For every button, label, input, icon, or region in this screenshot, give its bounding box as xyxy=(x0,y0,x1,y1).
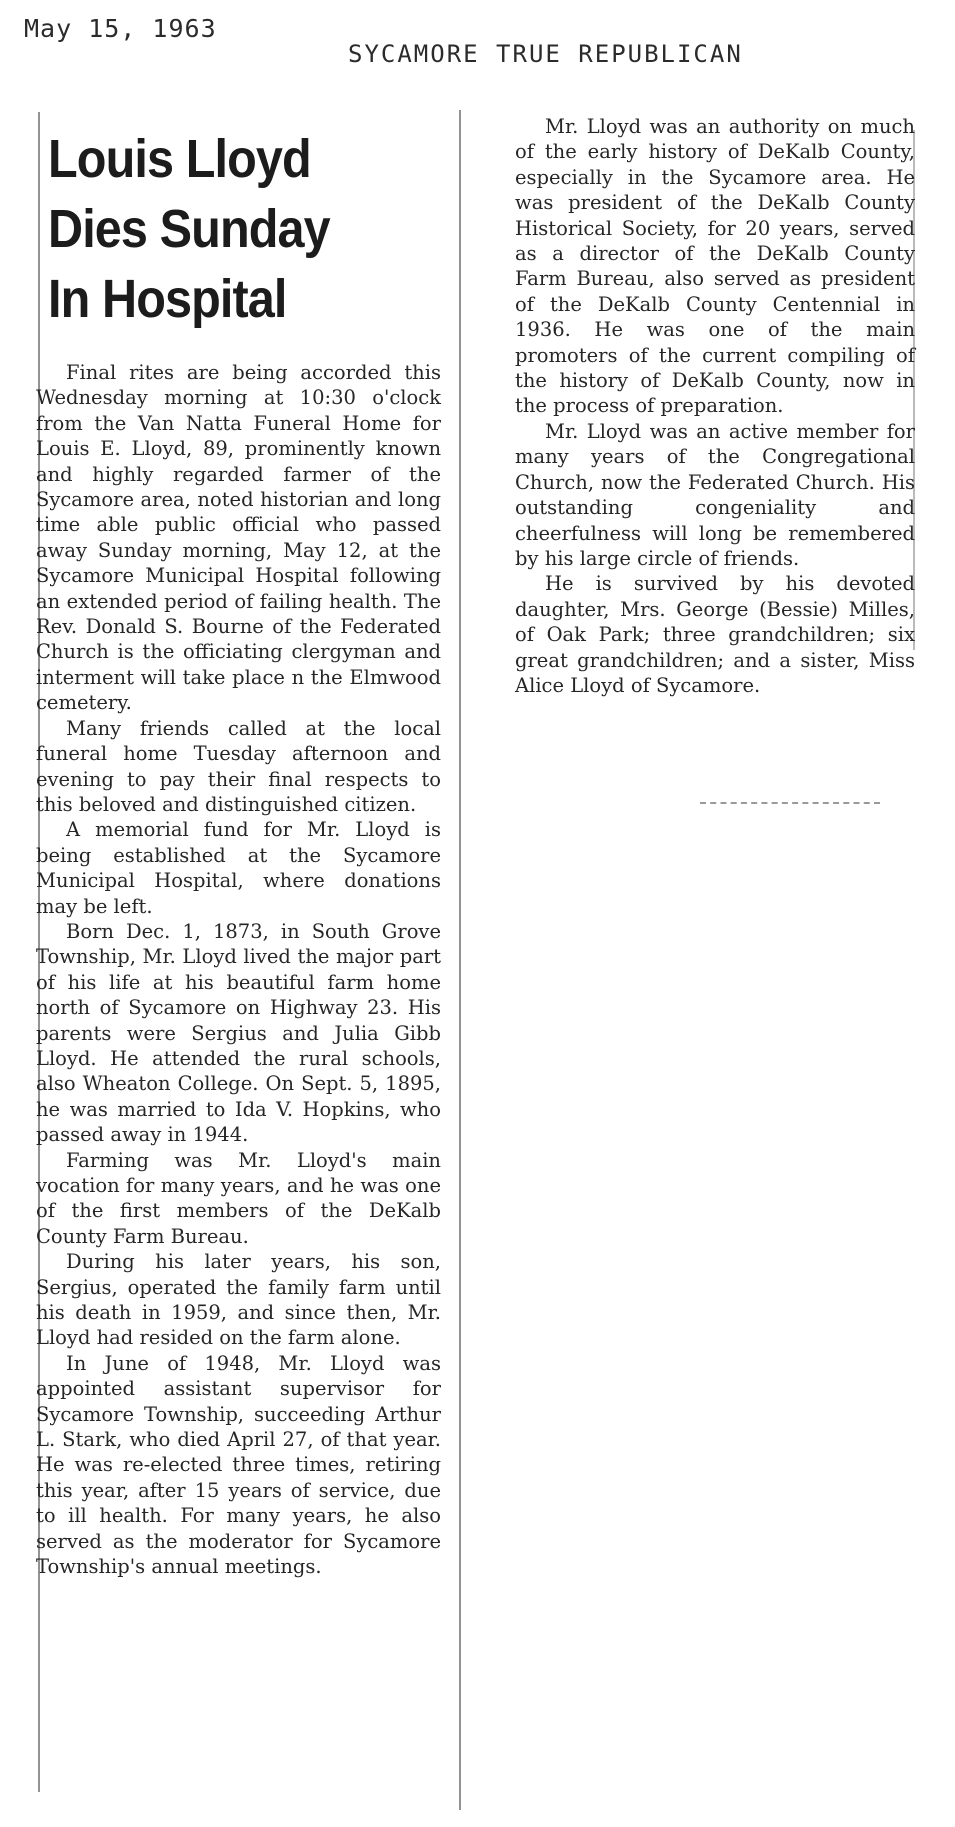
article-paragraph: He is survived by his devoted daughter, Mrs. George (Bessie) Milles, of Oak Park; three grandchildren; six great grandchildren; and a sister, Miss Alice Lloyd of Sycamore. xyxy=(515,572,915,697)
headline-line: Dies Sunday xyxy=(48,199,330,259)
article-headline xyxy=(48,124,390,334)
headline-line: In Hospital xyxy=(48,269,287,329)
article-column-left xyxy=(36,360,441,1580)
article-paragraph: In June of 1948, Mr. Lloyd was appointed assistant supervisor for Sycamore Township, succeeding Arthur L. Stark, who died April 27, of that year. He was re-elected three times, retiring this year, after 15 years of service, due to ill health. For many years, he also served as the moderator for Sycamore Township's annual meetings. xyxy=(36,1351,441,1579)
article-paragraph: During his later years, his son, Sergius, operated the family farm until his death in 1959, and since then, Mr. Lloyd had resided on the farm alone. xyxy=(36,1250,441,1350)
headline-line: Louis Lloyd xyxy=(48,129,311,189)
article-paragraph: Many friends called at the local funeral home Tuesday afternoon and evening to pay their final respects to this beloved and distinguished citizen. xyxy=(36,716,441,816)
newspaper-name: SYCAMORE TRUE REPUBLICAN xyxy=(348,40,743,68)
article-paragraph: Mr. Lloyd was an active member for many years of the Congregational Church, now the Federated Church. His outstanding congeniality and cheerfulness will long be remembered by his large circle of friends. xyxy=(515,419,915,570)
article-paragraph: Born Dec. 1, 1873, in South Grove Township, Mr. Lloyd lived the major part of his life at his beautiful farm home north of Sycamore on Highway 23. His parents were Sergius and Julia Gibb Lloyd. He attended the rural schools, also Wheaton College. On Sept. 5, 1895, he was married to Ida V. Hopkins, who passed away in 1944. xyxy=(36,919,441,1147)
article-paragraph: A memorial fund for Mr. Lloyd is being established at the Sycamore Municipal Hospital, where donations may be left. xyxy=(36,818,441,918)
article-paragraph: Mr. Lloyd was an authority on much of the early history of DeKalb County, especially in the Sycamore area. He was president of the DeKalb County Historical Society, for 20 years, served as a director of the DeKalb County Farm Bureau, also served as president of the DeKalb County Centennial in 1936. He was one of the main promoters of the current compiling of the history of DeKalb County, now in the process of preparation. xyxy=(515,115,915,418)
column-rule-middle xyxy=(459,110,461,1810)
clipping-date: May 15, 1963 xyxy=(24,14,217,43)
article-paragraph: Final rites are being accorded this Wednesday morning at 10:30 o'clock from the Van Natta Funeral Home for Louis E. Lloyd, 89, prominently known and highly regarded farmer of the Sycamore area, noted historian and long time able public official who passed away Sunday morning, May 12, at the Sycamore Municipal Hospital following an extended period of failing health. The Rev. Donald S. Bourne of the Federated Church is the officiating clergyman and interment will take place n the Elmwood cemetery. xyxy=(36,361,441,715)
article-column-right xyxy=(515,114,915,698)
article-paragraph: Farming was Mr. Lloyd's main vocation for many years, and he was one of the first members of the DeKalb County Farm Bureau. xyxy=(36,1148,441,1248)
end-of-article-dash xyxy=(700,802,880,804)
